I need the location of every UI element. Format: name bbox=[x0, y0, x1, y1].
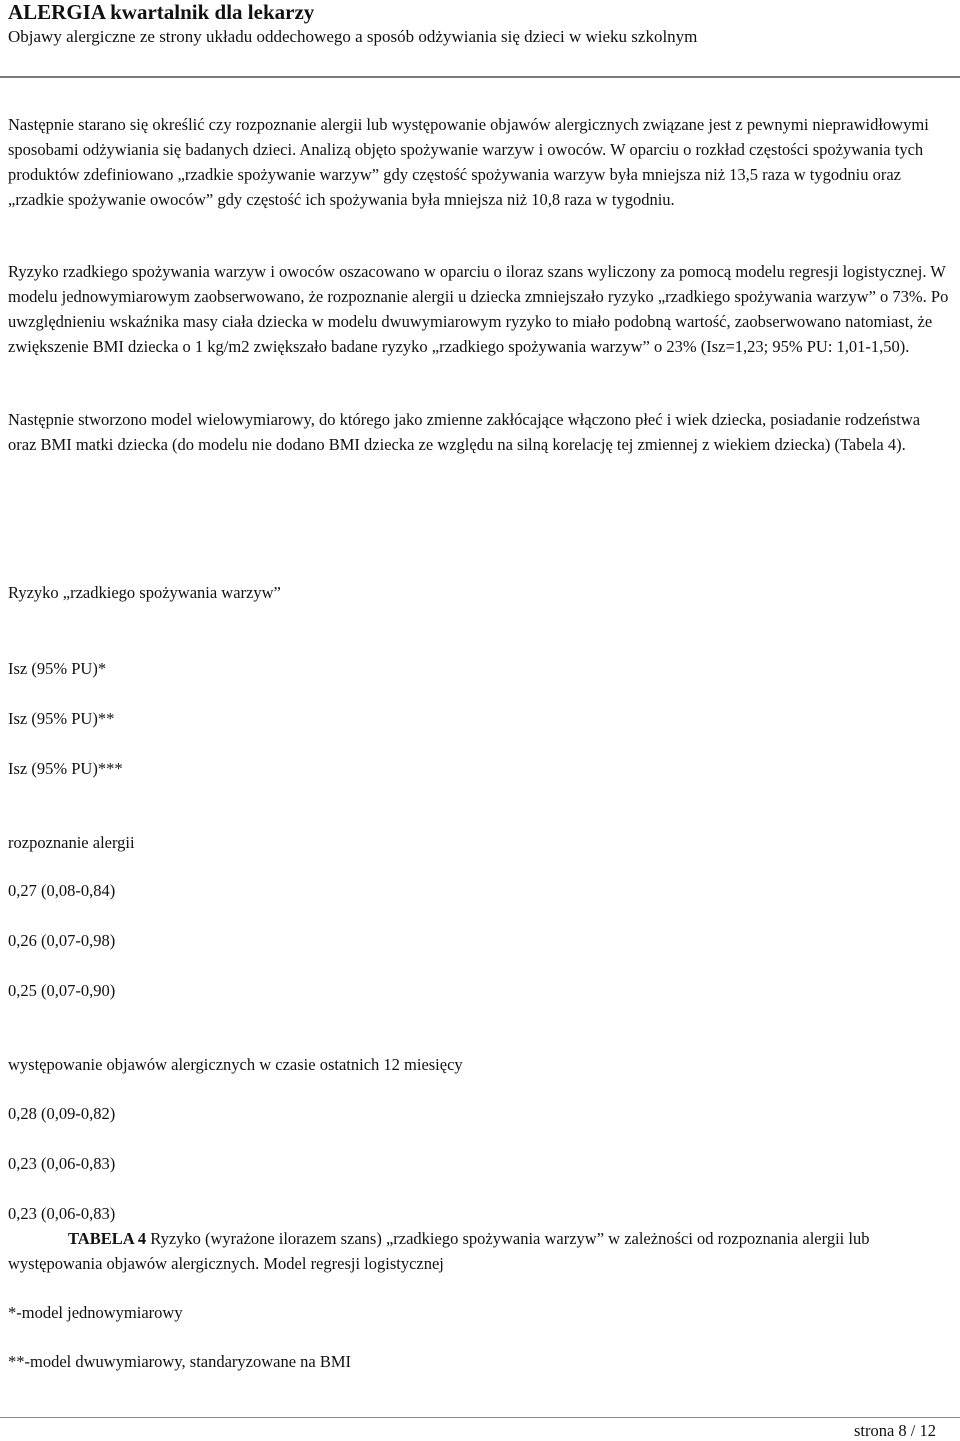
table-cell: 0,23 (0,06-0,83) bbox=[8, 1154, 116, 1173]
paragraph-3: Następnie stworzono model wielowymiarowy, do którego jako zmienne zakłócające włączono płeć i wiek dziecka, posiadanie rodzeństwa oraz BMI matki dziecka (do modelu nie dodano BMI dziecka ze względu na silną korelację tej zmiennej z wiekiem dziecka) (Tabela 4). bbox=[8, 410, 921, 454]
paragraph-2: Ryzyko rzadkiego spożywania warzyw i owoców oszacowano w oparciu o iloraz szans wyliczony za pomocą modelu regresji logistycznej. W modelu jednowymiarowym zaobserwowano, że rozpoznanie alergii u dziecka zmniejszało ryzyko „rzadkiego spożywania warzyw” o 73%. Po uwzględnieniu wskaźnika masy ciała dziecka w modelu dwuwymiarowym ryzyko to miało podobną wartość, zaobserwowano natomiast, że zwiększenie BMI dziecka o 1 kg/m2 zwiększało badane ryzyko „rzadkiego spożywania warzyw” o 23% (Isz=1,23; 95% PU: 1,01-1,50). bbox=[8, 262, 949, 356]
table-cell: 0,23 (0,06-0,83) bbox=[8, 1204, 116, 1223]
table-row-label: rozpoznanie alergii bbox=[8, 833, 135, 852]
page-number: strona 8 / 12 bbox=[853, 1421, 936, 1440]
footer-divider bbox=[0, 1417, 960, 1418]
journal-title: ALERGIA kwartalnik dla lekarzy bbox=[8, 0, 315, 24]
table-caption-text: Ryzyko (wyrażone ilorazem szans) „rzadkiego spożywania warzyw” w zależności od rozpoznania alergii lub występowania objawów alergicznych. Model regresji logistycznej bbox=[8, 1229, 870, 1273]
table-cell: 0,26 (0,07-0,98) bbox=[8, 931, 116, 950]
article-title: Objawy alergiczne ze strony układu oddechowego a sposób odżywiania się dzieci w wieku szkolnym bbox=[8, 27, 698, 46]
page-header bbox=[8, 0, 952, 48]
table-cell: 0,27 (0,08-0,84) bbox=[8, 881, 116, 900]
paragraph-1: Następnie starano się określić czy rozpoznanie alergii lub występowanie objawów alergicznych związane jest z pewnymi nieprawidłowymi sposobami odżywiania się badanych dzieci. Analizą objęto spożywanie warzyw i owoców. W oparciu o rozkład częstości spożywania tych produktów zdefiniowano „rzadkie spożywanie warzyw” gdy częstość spożywania warzyw była mniejsza niż 13,5 raza w tygodniu oraz „rzadkie spożywanie owoców” gdy częstość ich spożywania była mniejsza niż 10,8 raza w tygodniu. bbox=[8, 115, 929, 209]
header-divider bbox=[0, 76, 960, 78]
footnote: *-model jednowymiarowy bbox=[8, 1303, 183, 1322]
footnote: **-model dwuwymiarowy, standaryzowane na BMI bbox=[8, 1352, 352, 1371]
table-caption-label: TABELA 4 bbox=[68, 1229, 147, 1248]
table-column-header: Isz (95% PU)** bbox=[8, 709, 115, 728]
table-column-header: Isz (95% PU)* bbox=[8, 659, 107, 678]
table-column-header: Isz (95% PU)*** bbox=[8, 759, 123, 778]
table-cell: 0,28 (0,09-0,82) bbox=[8, 1104, 116, 1123]
table-row-label: występowanie objawów alergicznych w czasie ostatnich 12 miesięcy bbox=[8, 1055, 463, 1074]
table-caption bbox=[8, 1226, 958, 1276]
table-cell: 0,25 (0,07-0,90) bbox=[8, 981, 116, 1000]
table-title: Ryzyko „rzadkiego spożywania warzyw” bbox=[8, 583, 281, 602]
